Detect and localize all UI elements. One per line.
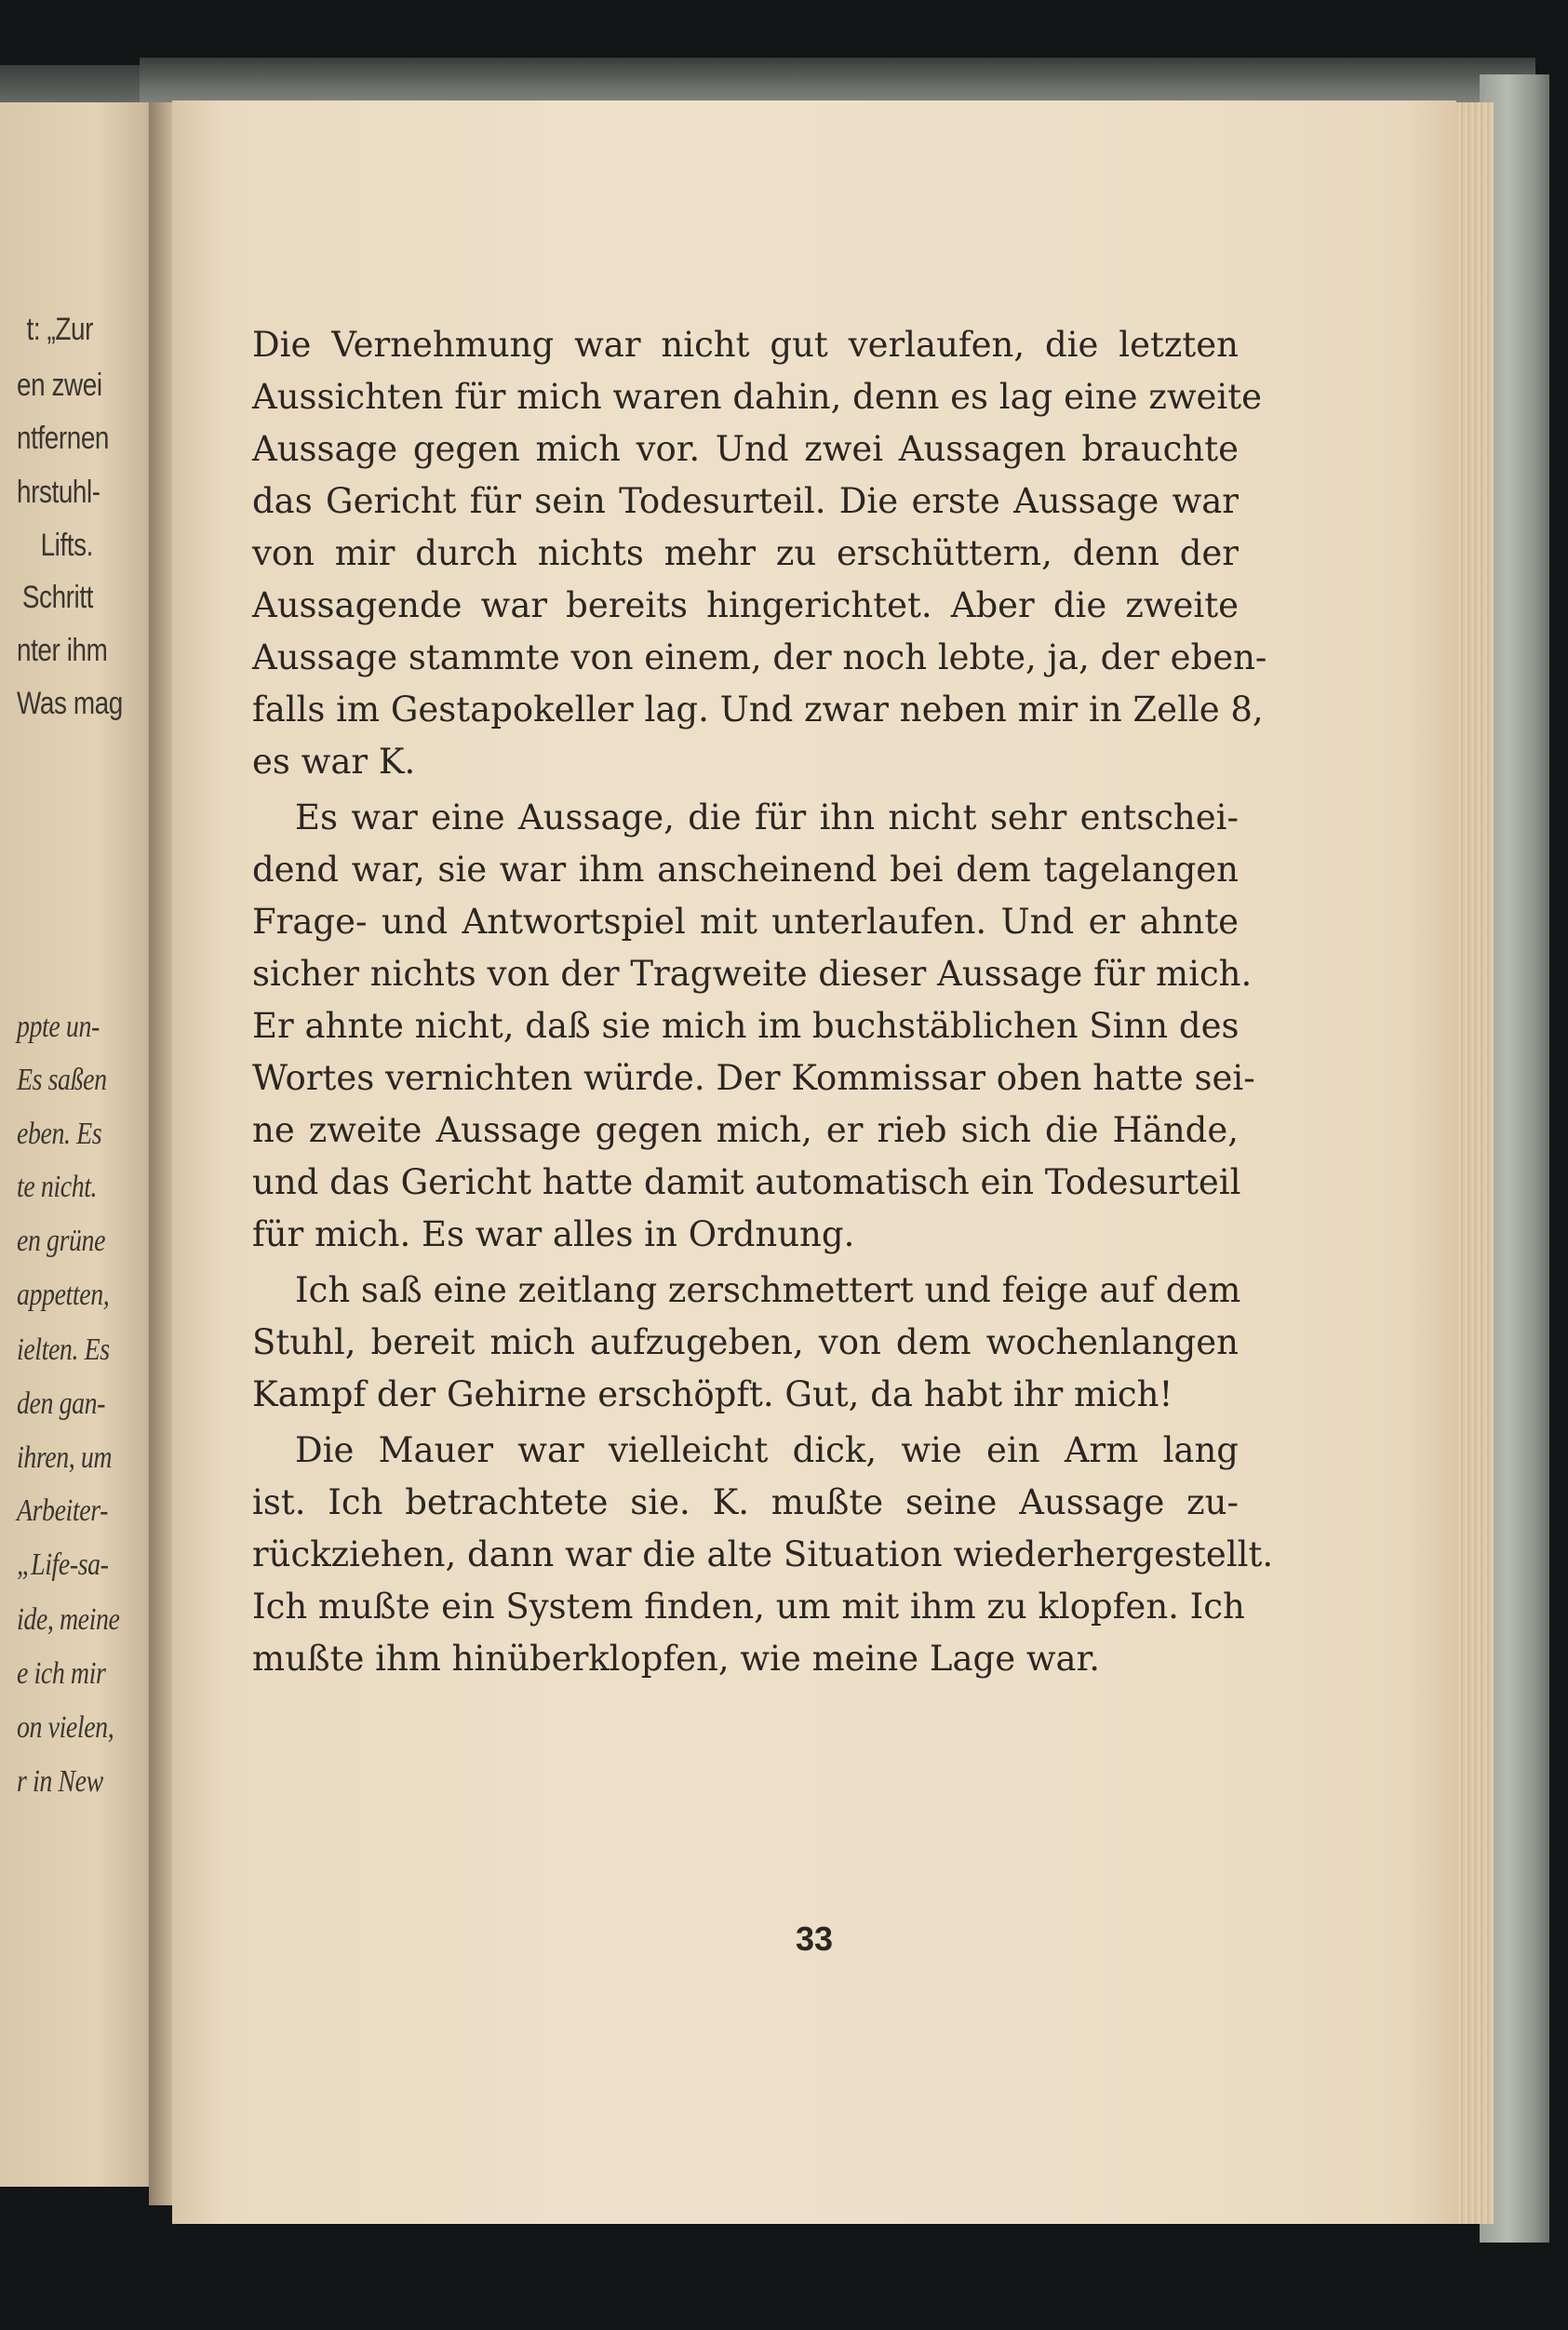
text-line: Aussage gegen mich vor. Und zwei Aussagen brauchte — [252, 429, 1239, 469]
facing-page-fragment: ide, meine — [17, 1602, 120, 1637]
text-line: Aussagende war bereits hingerichtet. Aber die zweite — [252, 585, 1239, 625]
facing-page-fragment: ppte un- — [17, 1010, 100, 1044]
facing-page-fragment: den gan- — [17, 1386, 106, 1421]
facing-page-fragment: „Life-sa- — [17, 1547, 109, 1582]
text-line: Frage- und Antwortspiel mit unterlaufen. Und er ahnte — [252, 902, 1239, 942]
facing-page-fragment: nter ihm — [17, 633, 108, 668]
text-line: für mich. Es war alles in Ordnung. — [252, 1214, 855, 1254]
text-line: Kampf der Gehirne erschöpft. Gut, da habt ihr mich! — [252, 1374, 1173, 1414]
facing-page-fragment: eben. Es — [17, 1117, 102, 1151]
facing-page-fragment: Arbeiter- — [17, 1493, 108, 1528]
text-line: von mir durch nichts mehr zu erschüttern, denn der — [252, 533, 1239, 573]
facing-page-fragment: r in New — [17, 1764, 103, 1799]
facing-page-fragment: te nicht. — [17, 1170, 98, 1204]
facing-page-fragment: e ich mir — [17, 1656, 106, 1691]
text-line: Aussichten für mich waren dahin, denn es lag eine zweite — [252, 377, 1262, 417]
facing-page-fragment: t: „Zur — [26, 312, 94, 347]
text-line: Stuhl, bereit mich aufzugeben, von dem wochenlangen — [252, 1322, 1239, 1362]
facing-page-fragment: Lifts. — [40, 528, 93, 563]
facing-page-fragment: ihren, um — [17, 1440, 113, 1475]
text-line: das Gericht für sein Todesurteil. Die erste Aussage war — [252, 481, 1239, 521]
text-line: Wortes vernichten würde. Der Kommissar oben hatte sei- — [252, 1058, 1255, 1098]
text-line: und das Gericht hatte damit automatisch ein Todesurteil — [252, 1162, 1241, 1202]
text-line: Die Mauer war vielleicht dick, wie ein Arm lang — [295, 1430, 1239, 1470]
facing-page-fragment: Schritt — [21, 580, 93, 615]
text-line: ist. Ich betrachtete sie. K. mußte seine Aussage zu- — [252, 1482, 1239, 1522]
text-line: Aussage stammte von einem, der noch lebte, ja, der eben- — [252, 637, 1267, 677]
facing-page-fragment: ielten. Es — [17, 1332, 110, 1367]
facing-page-fragment: ntfernen — [17, 421, 110, 456]
text-line: sicher nichts von der Tragweite dieser Aussage für mich. — [252, 954, 1253, 994]
facing-page-fragment: appetten, — [17, 1278, 110, 1312]
book-page — [172, 100, 1456, 2224]
text-line: ne zweite Aussage gegen mich, er rieb sich die Hände, — [252, 1110, 1239, 1150]
text-line: Ich saß eine zeitlang zerschmettert und feige auf dem — [295, 1270, 1241, 1310]
facing-page-fragment: hrstuhl- — [17, 475, 101, 510]
facing-page-fragment: Es saßen — [17, 1063, 107, 1097]
facing-page-fragment: Was mag — [17, 686, 123, 721]
text-line: Es war eine Aussage, die für ihn nicht sehr entschei- — [295, 797, 1239, 837]
text-line: falls im Gestapokeller lag. Und zwar neben mir in Zelle 8, — [252, 690, 1264, 730]
text-line: Er ahnte nicht, daß sie mich im buchstäblichen Sinn des — [252, 1006, 1240, 1046]
text-line: es war K. — [252, 742, 416, 782]
page-body-text — [252, 319, 1274, 1685]
text-line: mußte ihm hinüberklopfen, wie meine Lage war. — [252, 1639, 1100, 1679]
page-number: 33 — [795, 1920, 834, 1958]
text-line: Die Vernehmung war nicht gut verlaufen, die letzten — [252, 325, 1239, 365]
text-line: Ich mußte ein System finden, um mit ihm zu klopfen. Ich — [252, 1587, 1245, 1627]
text-line: dend war, sie war ihm anscheinend bei dem tagelangen — [252, 850, 1239, 890]
facing-page-fragment: en zwei — [17, 368, 102, 403]
text-line: rückziehen, dann war die alte Situation wiederhergestellt. — [252, 1534, 1274, 1574]
facing-page-fragment: on vielen, — [17, 1710, 114, 1745]
facing-page-fragment: en grüne — [17, 1224, 106, 1258]
